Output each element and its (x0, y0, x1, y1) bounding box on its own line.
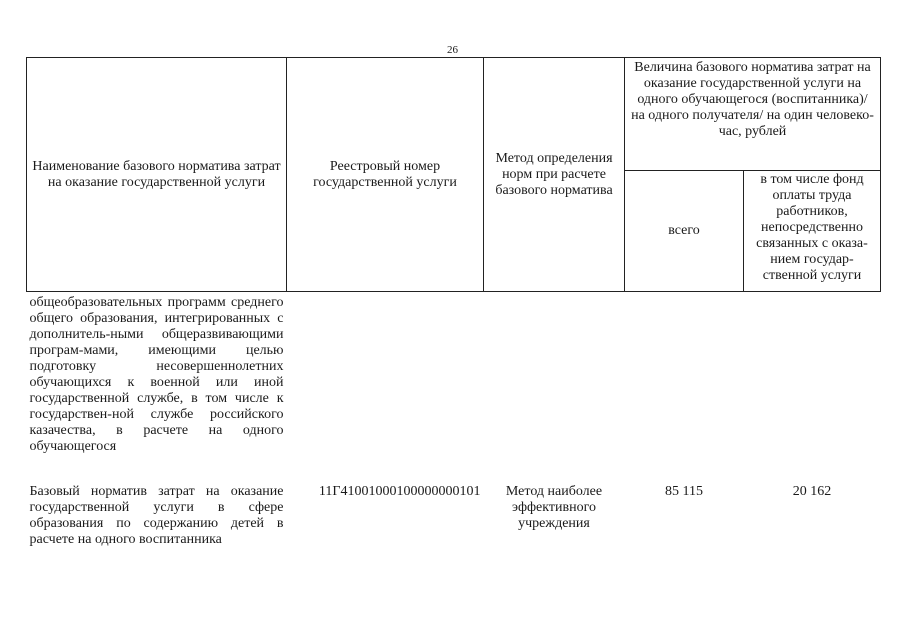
row-norm-name: Базовый норматив затрат на оказание государственной услуги в сфере образования по содержанию детей в расчете на одного воспитанника (29, 484, 284, 547)
row-wage-fund (744, 292, 881, 479)
row-wage-fund: 20 162 (792, 484, 832, 499)
header-total: всего (625, 171, 744, 292)
page-number: 26 (447, 44, 458, 56)
table-row (27, 478, 881, 548)
header-norm-value: Величина базового норматива затрат на оказание государственной услуги на одного обучающегося (воспитанника)/ на одного получателя/ на один человеко-час, рублей (625, 58, 881, 171)
header-wage-fund: в том числе фонд оплаты труда работников, непосредственно связанных с оказа-нием государ-ственной услуги (744, 171, 881, 292)
row-norm-name: общеобразовательных программ среднего общего образования, интегрированных с дополнитель-ными общеразвивающими програм-мами, имеющими целью подготовку несовершеннолетних обучающихся к военной или иной государственной службе, в том числе к государствен-ной службе российского казачества, в расчете на одного обучающегося (29, 295, 284, 454)
row-total: 85 115 (665, 484, 703, 499)
table-row (27, 292, 881, 479)
row-method (484, 292, 625, 479)
table-header (27, 58, 881, 292)
row-registry-number: 11Г41001000100000000101 (318, 484, 481, 499)
row-registry-number (287, 292, 484, 479)
row-total (625, 292, 744, 479)
header-registry-number: Реестровый номер государственной услуги (287, 58, 484, 292)
header-norm-name: Наименование базового норматива затрат на оказание государственной услуги (27, 58, 287, 292)
row-method: Метод наиболее эффективного учреждения (505, 484, 603, 531)
header-method: Метод определения норм при расчете базового норматива (484, 58, 625, 292)
norms-table (26, 57, 881, 548)
